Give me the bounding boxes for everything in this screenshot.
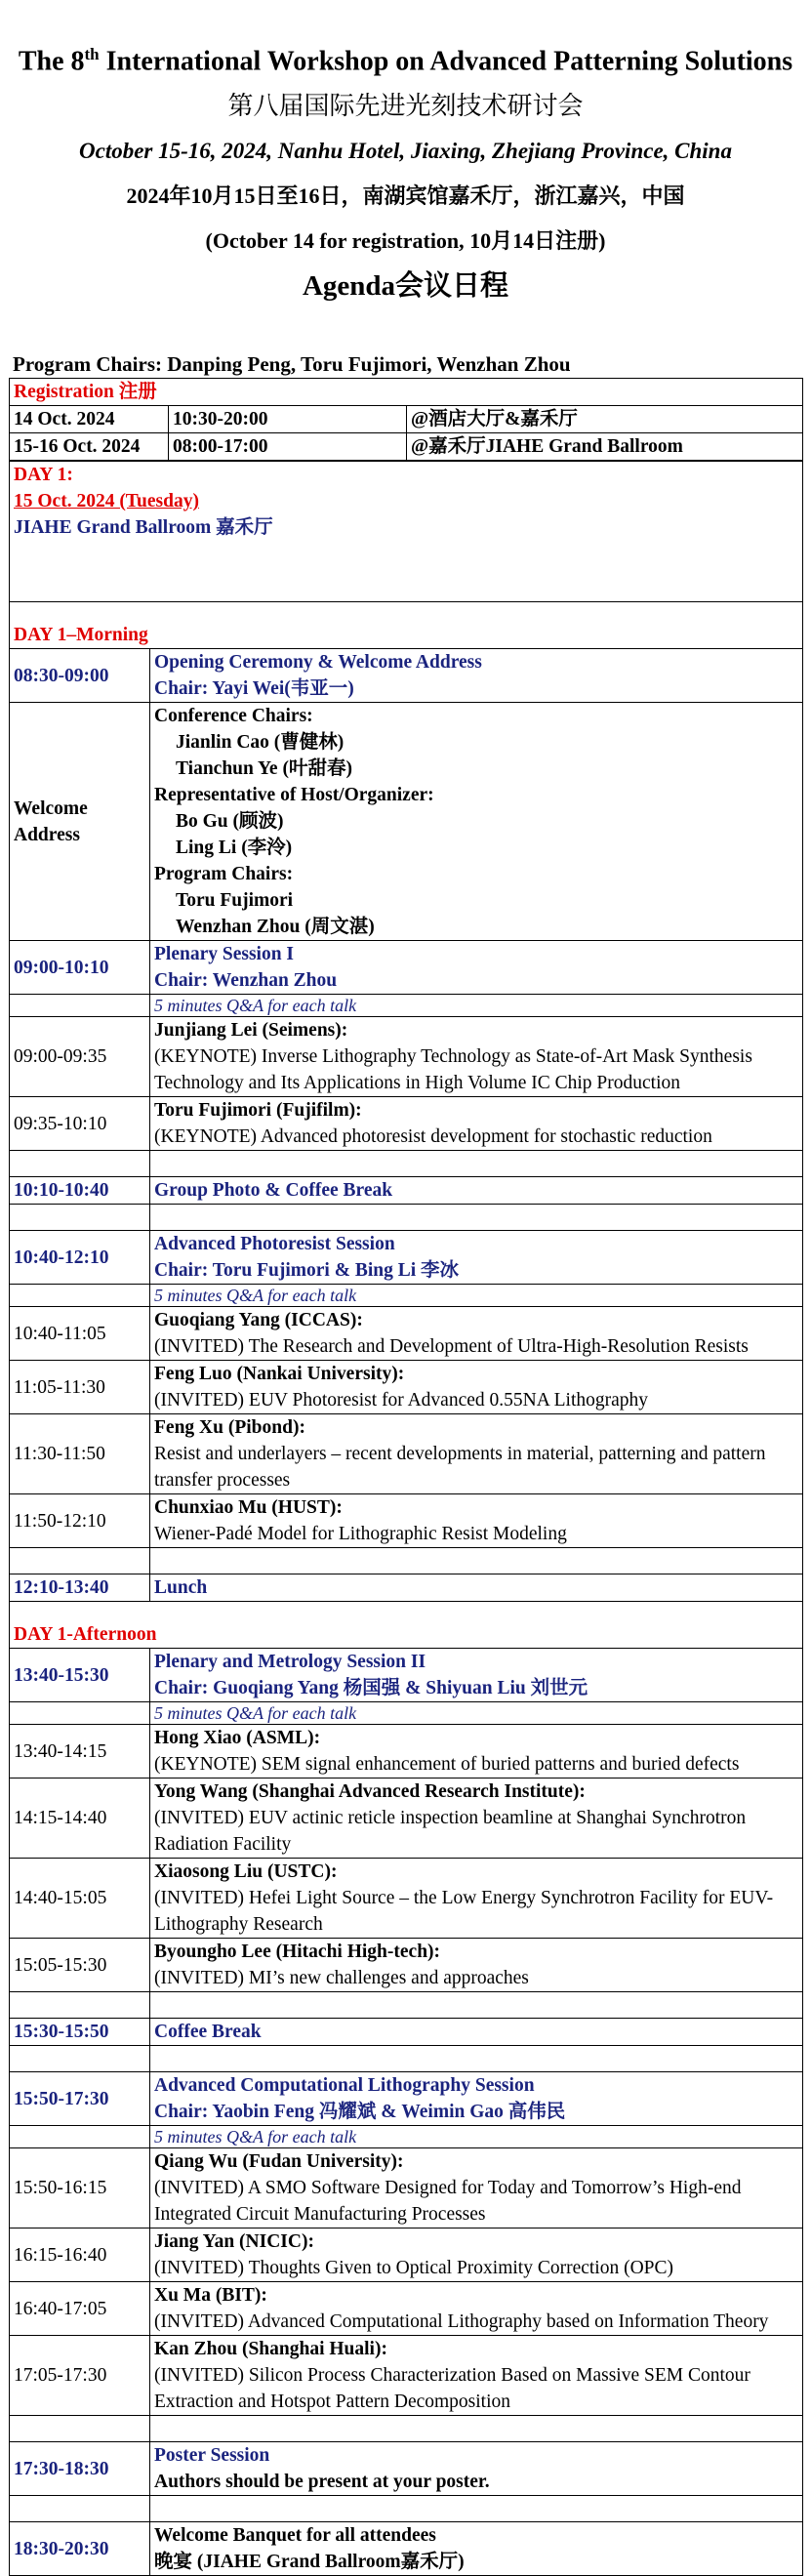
session-time: 08:30-09:00 [10,649,150,703]
talk-time: 15:50-16:15 [10,2148,150,2228]
talk-row [10,1307,803,1361]
talk-title: (INVITED) Hefei Light Source – the Low Energy Synchrotron Facility for EUV-Lithography Research [154,1888,774,1936]
talk-title: (INVITED) The Research and Development of Ultra-High-Resolution Resists [154,1336,749,1358]
talk-speaker: Feng Luo (Nankai University): [154,1364,405,1385]
talk-row [10,2282,803,2336]
session-row [10,1231,803,1285]
day1-header [10,462,803,602]
session-row [10,941,803,995]
morning-label: DAY 1–Morning [10,602,803,649]
session-time: 13:40-15:30 [10,1649,150,1702]
break-title: Coffee Break [150,2019,803,2046]
session-chair: Chair: Yayi Wei(韦亚一) [154,678,354,700]
session-chair: Chair: Toru Fujimori & Bing Li 李冰 [154,1260,460,1282]
opening-row [10,649,803,703]
date-place-en: October 15-16, 2024, Nanhu Hotel, Jiaxing, Zhejiang Province, China [79,139,732,164]
welcome-line: Program Chairs: [154,864,294,885]
talk-time: 16:40-17:05 [10,2282,150,2336]
qa-note: 5 minutes Q&A for each talk [150,2126,803,2148]
talk-row [10,1097,803,1151]
program-chairs: Program Chairs: Danping Peng, Toru Fujimori, Wenzhan Zhou [13,352,571,377]
talk-title: Resist and underlayers – recent developments in material, patterning and pattern transfer processes [154,1444,766,1492]
talk-time: 14:15-14:40 [10,1779,150,1859]
banquet-title: Welcome Banquet for all attendees [154,2525,436,2547]
talk-title: (INVITED) Silicon Process Characterization Based on Massive SEM Contour Extraction and Hotspot Pattern Decomposition [154,2365,750,2413]
session-chair: Chair: Guoqiang Yang 杨国强 & Shiyuan Liu 刘世元 [154,1678,588,1699]
talk-row [10,2228,803,2282]
talk-time: 09:00-09:35 [10,1017,150,1097]
talk-time: 15:05-15:30 [10,1939,150,1992]
agenda-table [9,461,803,2576]
talk-row [10,2148,803,2228]
talk-row [10,1494,803,1548]
day-label: DAY 1: [14,465,73,486]
talk-title: (INVITED) Advanced Computational Lithography based on Information Theory [154,2311,769,2333]
session-time: 15:50-17:30 [10,2072,150,2126]
talk-speaker: Toru Fujimori (Fujifilm): [154,1100,362,1122]
talk-title: (KEYNOTE) Inverse Lithography Technology as State-of-Art Mask Synthesis Technology and Its Applications in High Volume IC Chip Production [154,1046,752,1094]
welcome-label: Welcome Address [10,703,150,941]
registration-note: (October 14 for registration, 10月14日注册) [205,228,606,254]
welcome-line: Tianchun Ye (叶甜春) [176,758,352,780]
talk-time: 09:35-10:10 [10,1097,150,1151]
talk-time: 11:50-12:10 [10,1494,150,1548]
page-header [0,0,811,307]
talk-title: (KEYNOTE) SEM signal enhancement of buried patterns and buried defects [154,1754,740,1776]
talk-title: (KEYNOTE) Advanced photoresist development for stochastic reduction [154,1126,712,1148]
talk-row [10,1725,803,1779]
session-title: Plenary Session I [154,944,295,965]
talk-speaker: Feng Xu (Pibond): [154,1417,305,1439]
registration-row: 14 Oct. 2024 10:30-20:00 @酒店大厅&嘉禾厅 [10,406,803,433]
talk-title: (INVITED) MI’s new challenges and approaches [154,1968,529,1989]
talk-speaker: Kan Zhou (Shanghai Huali): [154,2339,387,2360]
session-time: 10:40-12:10 [10,1231,150,1285]
session-time: 18:30-20:30 [10,2522,150,2576]
talk-speaker: Chunxiao Mu (HUST): [154,1497,343,1519]
workshop-title: The 8th International Workshop on Advanced Patterning Solutions [18,45,793,77]
talk-speaker: Xiaosong Liu (USTC): [154,1861,338,1883]
talk-time: 16:15-16:40 [10,2228,150,2282]
session-title: Advanced Computational Lithography Session [154,2075,535,2097]
talk-row [10,1017,803,1097]
registration-table [9,378,803,461]
break-row [10,1574,803,1602]
talk-time: 13:40-14:15 [10,1725,150,1779]
talk-row [10,1859,803,1939]
welcome-line: Ling Li (李泠) [176,838,293,859]
talk-time: 11:30-11:50 [10,1414,150,1494]
date-place-cn: 2024年10月15日至16日，南湖宾馆嘉禾厅，浙江嘉兴，中国 [126,184,685,209]
day-date: 15 Oct. 2024 (Tuesday) [14,491,199,512]
qa-note: 5 minutes Q&A for each talk [150,1702,803,1725]
talk-speaker: Xu Ma (BIT): [154,2285,267,2307]
talk-title: (INVITED) EUV Photoresist for Advanced 0.55NA Lithography [154,1390,649,1411]
talk-speaker: Junjiang Lei (Seimens): [154,1020,348,1042]
session-row [10,1649,803,1702]
talk-time: 11:05-11:30 [10,1361,150,1414]
break-time: 15:30-15:50 [10,2019,150,2046]
talk-row [10,2336,803,2416]
break-title: Group Photo & Coffee Break [150,1177,803,1205]
session-time: 09:00-10:10 [10,941,150,995]
talk-row [10,1361,803,1414]
break-title: Lunch [150,1574,803,1602]
session-time: 17:30-18:30 [10,2442,150,2496]
welcome-line: Bo Gu (顾波) [176,811,284,833]
poster-note: Authors should be present at your poster. [154,2472,490,2493]
break-time: 12:10-13:40 [10,1574,150,1602]
talk-speaker: Hong Xiao (ASML): [154,1728,321,1749]
welcome-row [10,703,803,941]
talk-row [10,1414,803,1494]
talk-speaker: Qiang Wu (Fudan University): [154,2151,404,2173]
talk-row [10,1779,803,1859]
registration-label: Registration 注册 [10,379,803,406]
talk-time: 10:40-11:05 [10,1307,150,1361]
workshop-title-cn: 第八届国际先进光刻技术研讨会 [227,92,584,121]
talk-title: Wiener-Padé Model for Lithographic Resist Modeling [154,1524,567,1545]
banquet-row [10,2522,803,2576]
talk-time: 14:40-15:05 [10,1859,150,1939]
talk-speaker: Yong Wang (Shanghai Advanced Research Institute): [154,1781,586,1803]
welcome-line: Wenzhan Zhou (周文湛) [176,917,375,938]
talk-title: (INVITED) EUV actinic reticle inspection beamline at Shanghai Synchrotron Radiation Facility [154,1808,747,1856]
welcome-line: Toru Fujimori [176,890,294,912]
welcome-line: Conference Chairs: [154,706,313,727]
talk-time: 17:05-17:30 [10,2336,150,2416]
session-chair: Chair: Yaobin Feng 冯耀斌 & Weimin Gao 高伟民 [154,2102,566,2123]
session-title: Plenary and Metrology Session II [154,1652,426,1673]
session-title: Opening Ceremony & Welcome Address [154,652,482,674]
session-title: Poster Session [154,2445,270,2467]
session-chair: Chair: Wenzhan Zhou [154,970,338,992]
poster-row [10,2442,803,2496]
session-title: Advanced Photoresist Session [154,1234,395,1255]
break-row [10,2019,803,2046]
welcome-line: Jianlin Cao (曹健林) [176,732,345,754]
day-venue: JIAHE Grand Ballroom 嘉禾厅 [14,517,273,539]
talk-title: (INVITED) A SMO Software Designed for Today and Tomorrow’s High-end Integrated Circuit Manufacturing Processes [154,2178,742,2226]
break-time: 10:10-10:40 [10,1177,150,1205]
banquet-subtitle: 晚宴 (JIAHE Grand Ballroom嘉禾厅) [154,2552,465,2573]
talk-speaker: Guoqiang Yang (ICCAS): [154,1310,363,1331]
talk-title: (INVITED) Thoughts Given to Optical Proximity Correction (OPC) [154,2258,674,2279]
agenda-heading: Agenda会议日程 [302,270,509,303]
talk-speaker: Jiang Yan (NICIC): [154,2231,314,2253]
talk-row [10,1939,803,1992]
break-row [10,1177,803,1205]
qa-note: 5 minutes Q&A for each talk [150,1285,803,1307]
welcome-line: Representative of Host/Organizer: [154,785,434,806]
afternoon-label: DAY 1-Afternoon [10,1602,803,1649]
session-row [10,2072,803,2126]
registration-row: 15-16 Oct. 2024 08:00-17:00 @嘉禾厅JIAHE Grand Ballroom [10,433,803,461]
talk-speaker: Byoungho Lee (Hitachi High-tech): [154,1942,441,1963]
qa-note: 5 minutes Q&A for each talk [150,995,803,1017]
